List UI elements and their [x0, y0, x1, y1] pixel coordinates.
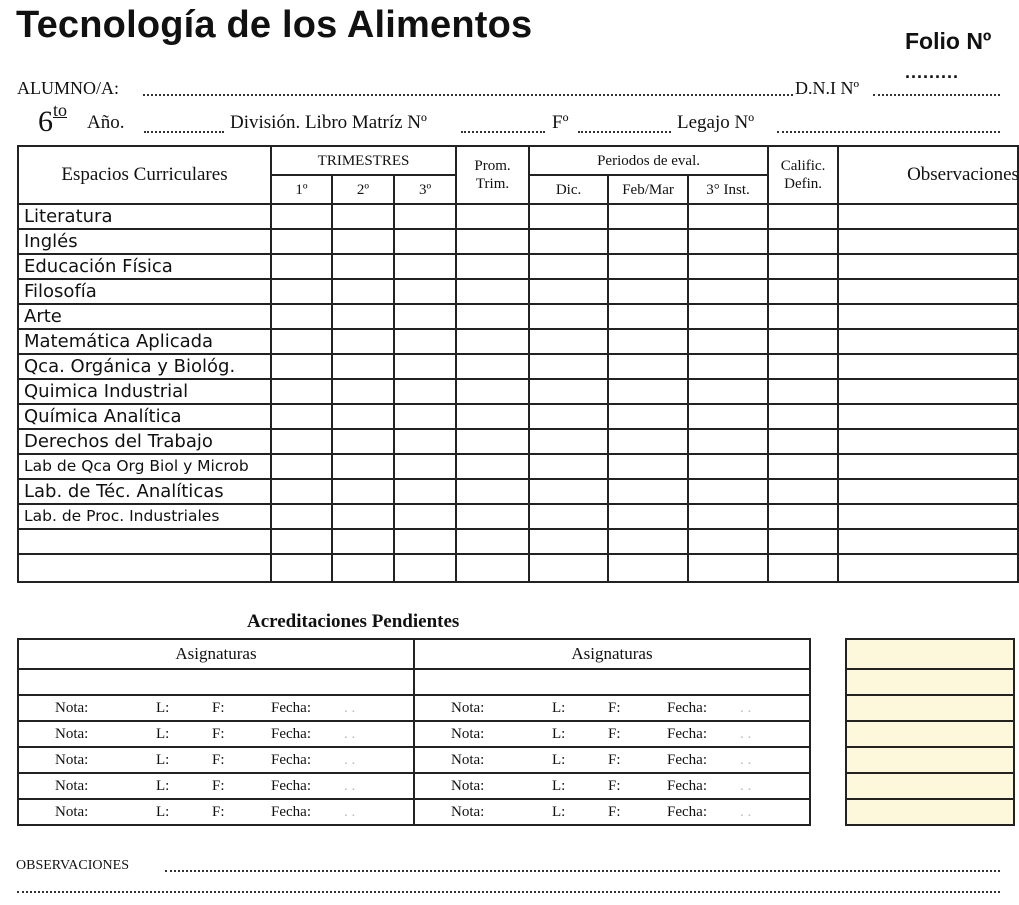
header-prom: Prom.	[474, 158, 511, 174]
grade-cell[interactable]	[688, 229, 768, 254]
grade-cell[interactable]	[271, 479, 332, 504]
f-label: F:	[608, 752, 621, 768]
nota-label: Nota:	[451, 752, 485, 768]
grade-cell[interactable]	[271, 279, 332, 304]
alumno-field[interactable]	[143, 94, 793, 96]
grade-cell[interactable]	[394, 504, 456, 529]
grade-cell[interactable]	[838, 229, 1018, 254]
f-label: F:	[608, 726, 621, 742]
legajo-label: Legajo Nº	[677, 112, 755, 133]
table-row	[18, 504, 1018, 529]
grade-cell[interactable]	[529, 204, 608, 229]
f-label: F:	[608, 700, 621, 716]
grade-cell[interactable]	[688, 429, 768, 454]
highlighted-cell[interactable]	[846, 721, 1014, 747]
grade-cell[interactable]	[688, 404, 768, 429]
grade-cell[interactable]	[608, 329, 688, 354]
header-espacios-curriculares: Espacios Curriculares	[18, 146, 271, 204]
grade-cell[interactable]	[838, 254, 1018, 279]
nota-cell-left[interactable]	[18, 747, 414, 773]
grade-cell[interactable]	[838, 404, 1018, 429]
grade-cell[interactable]	[688, 454, 768, 479]
subject-name: Matemática Aplicada	[18, 329, 271, 354]
grade-cell[interactable]	[838, 529, 1018, 554]
grade-cell[interactable]	[394, 354, 456, 379]
nota-row	[18, 799, 810, 825]
grade-cell[interactable]	[332, 454, 394, 479]
grade-cell[interactable]	[456, 379, 529, 404]
grade-cell[interactable]	[529, 554, 608, 582]
header-observaciones: Observaciones	[838, 146, 1018, 204]
grade-cell[interactable]	[456, 329, 529, 354]
header-trimestre-1: 1º	[271, 175, 332, 204]
grade-cell[interactable]	[394, 379, 456, 404]
grade-cell[interactable]	[456, 404, 529, 429]
grade-cell[interactable]	[838, 454, 1018, 479]
grade-cell[interactable]	[529, 304, 608, 329]
grade-cell[interactable]	[529, 404, 608, 429]
grade-cell[interactable]	[332, 379, 394, 404]
grade-cell[interactable]	[688, 279, 768, 304]
nota-label: Nota:	[451, 726, 485, 742]
grade-cell[interactable]	[838, 379, 1018, 404]
grade-cell[interactable]	[394, 329, 456, 354]
grade-cell[interactable]	[529, 279, 608, 304]
grade-cell[interactable]	[838, 204, 1018, 229]
header-periodo-feb-mar: Feb/Mar	[608, 175, 688, 204]
grade-cell[interactable]	[456, 304, 529, 329]
f-label: F:	[212, 752, 225, 768]
dni-field[interactable]	[873, 94, 1000, 96]
acreditaciones-title: Acreditaciones Pendientes	[247, 611, 460, 632]
grade-cell[interactable]	[608, 379, 688, 404]
grade-cell[interactable]	[332, 529, 394, 554]
nota-rows	[18, 695, 810, 825]
observaciones-field-2[interactable]	[17, 891, 1000, 893]
acreditaciones-table	[17, 638, 811, 826]
grade-cell[interactable]	[394, 279, 456, 304]
nota-cell-left[interactable]	[18, 721, 414, 747]
subject-name: Literatura	[18, 204, 271, 229]
table-row	[18, 354, 1018, 379]
division-label: División. Libro Matríz Nº	[230, 112, 427, 133]
grade-cell[interactable]	[332, 254, 394, 279]
grade-cell[interactable]	[529, 479, 608, 504]
subject-name: Lab. de Téc. Analíticas	[18, 479, 271, 504]
grade-cell[interactable]	[608, 429, 688, 454]
grade-cell[interactable]	[271, 554, 332, 582]
l-label: L:	[156, 778, 170, 794]
grade-cell[interactable]	[456, 479, 529, 504]
grade-cell[interactable]	[332, 329, 394, 354]
grade-cell[interactable]	[838, 504, 1018, 529]
table-row	[18, 229, 1018, 254]
grade-cell[interactable]	[271, 529, 332, 554]
grade-cell[interactable]	[608, 254, 688, 279]
grade-cell[interactable]	[394, 204, 456, 229]
grade-cell[interactable]	[456, 204, 529, 229]
nota-label: Nota:	[451, 804, 485, 820]
folio-label-text: Folio Nº	[905, 28, 992, 54]
grade-cell[interactable]	[394, 304, 456, 329]
table-row	[18, 254, 1018, 279]
nota-row	[18, 721, 810, 747]
grade-suffix: to	[53, 100, 68, 120]
fecha-label: Fecha:	[271, 804, 311, 820]
subject-name: Lab. de Proc. Industriales	[18, 504, 271, 529]
grade-cell[interactable]	[456, 254, 529, 279]
grade-cell[interactable]	[271, 204, 332, 229]
l-label: L:	[156, 804, 170, 820]
subject-name	[18, 529, 271, 554]
grade-cell[interactable]	[456, 354, 529, 379]
nota-cell-right[interactable]	[414, 799, 810, 825]
observaciones-label: OBSERVACIONES	[16, 858, 129, 873]
grade-cell[interactable]	[768, 554, 838, 582]
header-trim: Trim.	[475, 176, 510, 192]
grade-cell[interactable]	[271, 454, 332, 479]
grade-cell[interactable]	[394, 229, 456, 254]
grade-cell[interactable]	[456, 279, 529, 304]
grade-cell[interactable]	[608, 404, 688, 429]
libro-matriz-field[interactable]	[461, 131, 545, 133]
grade-cell[interactable]	[456, 529, 529, 554]
grade-cell[interactable]	[332, 479, 394, 504]
fecha-label: Fecha:	[667, 700, 707, 716]
grade-cell[interactable]	[688, 504, 768, 529]
grade-cell[interactable]	[608, 529, 688, 554]
grade-cell[interactable]	[332, 404, 394, 429]
header-periodos: Periodos de eval.	[529, 146, 768, 175]
grade-cell[interactable]	[529, 529, 608, 554]
nota-label: Nota:	[451, 778, 485, 794]
grade-cell[interactable]	[838, 479, 1018, 504]
grade-cell[interactable]	[608, 279, 688, 304]
table-row	[18, 479, 1018, 504]
subject-name: Educación Física	[18, 254, 271, 279]
grade-cell[interactable]	[332, 429, 394, 454]
nota-label: Nota:	[451, 700, 485, 716]
fecha-label: Fecha:	[271, 726, 311, 742]
nota-cell-left[interactable]	[18, 773, 414, 799]
grade-cell[interactable]	[768, 429, 838, 454]
asignatura-input-left[interactable]	[18, 669, 414, 695]
header-periodo-3-inst: 3° Inst.	[688, 175, 768, 204]
grade-cell[interactable]	[768, 329, 838, 354]
grade-number: 6	[38, 105, 53, 138]
grade-cell[interactable]	[688, 379, 768, 404]
header-prom-trim	[456, 146, 529, 204]
highlighted-cell[interactable]	[846, 695, 1014, 721]
header-trimestres: TRIMESTRES	[271, 146, 456, 175]
nota-row	[18, 773, 810, 799]
asignaturas-header-right: Asignaturas	[414, 639, 810, 669]
date-separators: . .	[740, 726, 752, 742]
grade-cell[interactable]	[768, 454, 838, 479]
dni-label: D.N.I Nº	[795, 78, 860, 98]
table-row	[18, 404, 1018, 429]
grade-cell[interactable]	[529, 329, 608, 354]
grade-cell[interactable]	[394, 404, 456, 429]
subject-rows	[18, 204, 1018, 582]
grade-cell[interactable]	[394, 479, 456, 504]
table-row	[18, 454, 1018, 479]
highlighted-cell[interactable]	[846, 773, 1014, 799]
f-label: F:	[212, 726, 225, 742]
subject-name: Qca. Orgánica y Biológ.	[18, 354, 271, 379]
l-label: L:	[156, 700, 170, 716]
grade-cell[interactable]	[394, 529, 456, 554]
fecha-label: Fecha:	[667, 726, 707, 742]
grade-cell[interactable]	[688, 554, 768, 582]
date-separators: . .	[344, 778, 356, 794]
document-title: Tecnología de los Alimentos	[16, 4, 533, 46]
grade-cell[interactable]	[271, 254, 332, 279]
l-label: L:	[156, 752, 170, 768]
nota-label: Nota:	[55, 752, 89, 768]
l-label: L:	[552, 804, 566, 820]
grade-cell[interactable]	[529, 229, 608, 254]
table-row	[18, 529, 1018, 554]
header-calific: Calific.	[780, 158, 826, 174]
alumno-label: ALUMNO/A:	[17, 78, 119, 98]
fecha-label: Fecha:	[271, 700, 311, 716]
l-label: L:	[552, 752, 566, 768]
f-label: F:	[608, 778, 621, 794]
grade-cell[interactable]	[529, 254, 608, 279]
header-periodo-dic: Dic.	[529, 175, 608, 204]
grade-cell[interactable]	[608, 354, 688, 379]
anio-field[interactable]	[144, 131, 224, 133]
nota-label: Nota:	[55, 778, 89, 794]
folio-label	[905, 28, 991, 55]
grade-cell[interactable]	[608, 454, 688, 479]
subject-name: Quimica Industrial	[18, 379, 271, 404]
highlighted-cell[interactable]	[846, 799, 1014, 825]
grade-cell[interactable]	[688, 529, 768, 554]
grade-cell[interactable]	[456, 454, 529, 479]
grade-cell[interactable]	[332, 504, 394, 529]
table-row	[18, 379, 1018, 404]
folio-f-field[interactable]	[578, 131, 671, 133]
asignaturas-header-left: Asignaturas	[18, 639, 414, 669]
f-label: F:	[608, 804, 621, 820]
grade-cell[interactable]	[456, 504, 529, 529]
l-label: L:	[552, 726, 566, 742]
table-row	[18, 329, 1018, 354]
nota-cell-left[interactable]	[18, 799, 414, 825]
grade-cell[interactable]	[271, 329, 332, 354]
grade-cell[interactable]	[768, 279, 838, 304]
grade-cell[interactable]	[332, 204, 394, 229]
nota-cell-right[interactable]	[414, 747, 810, 773]
nota-cell-right[interactable]	[414, 721, 810, 747]
subject-name: Inglés	[18, 229, 271, 254]
grade-cell[interactable]	[394, 554, 456, 582]
nota-label: Nota:	[55, 700, 89, 716]
header-trimestre-3: 3º	[394, 175, 456, 204]
grade-cell[interactable]	[456, 229, 529, 254]
grade-cell[interactable]	[529, 379, 608, 404]
nota-row	[18, 695, 810, 721]
grade-cell[interactable]	[838, 304, 1018, 329]
grade-cell[interactable]	[838, 429, 1018, 454]
grade-cell[interactable]	[271, 354, 332, 379]
grade-cell[interactable]	[394, 429, 456, 454]
grade-cell[interactable]	[688, 304, 768, 329]
grade-cell[interactable]	[271, 379, 332, 404]
observaciones-field-1[interactable]	[165, 870, 1000, 872]
grade-cell[interactable]	[332, 554, 394, 582]
table-row	[18, 304, 1018, 329]
grade-cell[interactable]	[271, 404, 332, 429]
fecha-label: Fecha:	[667, 752, 707, 768]
grade-cell[interactable]	[768, 304, 838, 329]
fecha-label: Fecha:	[667, 778, 707, 794]
folio-f-label: Fº	[552, 112, 569, 133]
nota-row	[18, 747, 810, 773]
fecha-label: Fecha:	[271, 752, 311, 768]
subject-name: Derechos del Trabajo	[18, 429, 271, 454]
grade-cell[interactable]	[332, 229, 394, 254]
grade-cell[interactable]	[608, 304, 688, 329]
grade-cell[interactable]	[838, 554, 1018, 582]
grade-cell[interactable]	[838, 329, 1018, 354]
fecha-label: Fecha:	[271, 778, 311, 794]
date-separators: . .	[344, 700, 356, 716]
grade-cell[interactable]	[529, 429, 608, 454]
grade-cell[interactable]	[768, 379, 838, 404]
grade-cell[interactable]	[688, 329, 768, 354]
grade-cell[interactable]	[768, 529, 838, 554]
date-separators: . .	[740, 752, 752, 768]
grade-cell[interactable]	[608, 554, 688, 582]
fecha-label: Fecha:	[667, 804, 707, 820]
nota-label: Nota:	[55, 804, 89, 820]
grade-cell[interactable]	[688, 204, 768, 229]
subject-name: Arte	[18, 304, 271, 329]
grade-cell[interactable]	[394, 254, 456, 279]
nota-cell-right[interactable]	[414, 695, 810, 721]
grade-cell[interactable]	[768, 504, 838, 529]
grade-cell[interactable]	[271, 304, 332, 329]
grade-cell[interactable]	[456, 554, 529, 582]
date-separators: . .	[344, 752, 356, 768]
grade-cell[interactable]	[394, 454, 456, 479]
grade-cell[interactable]	[332, 279, 394, 304]
grade-cell[interactable]	[271, 229, 332, 254]
table-row	[18, 279, 1018, 304]
grade-cell[interactable]	[529, 454, 608, 479]
grade-cell[interactable]	[271, 504, 332, 529]
subject-name	[18, 554, 271, 582]
table-row	[18, 429, 1018, 454]
grade-cell[interactable]	[838, 279, 1018, 304]
folio-dots: .........	[905, 62, 960, 82]
grade-cell[interactable]	[768, 204, 838, 229]
grade-cell[interactable]	[838, 354, 1018, 379]
highlighted-side-table	[845, 638, 1015, 826]
anio-label: Año.	[87, 112, 125, 133]
date-separators: . .	[740, 804, 752, 820]
grade-cell[interactable]	[768, 354, 838, 379]
grade-cell[interactable]	[608, 479, 688, 504]
header-trimestre-2: 2º	[332, 175, 394, 204]
grade-cell[interactable]	[768, 254, 838, 279]
table-row	[18, 554, 1018, 582]
grades-table	[17, 145, 1019, 583]
grade-cell[interactable]	[688, 354, 768, 379]
highlighted-cell[interactable]	[846, 639, 1014, 669]
grade-cell[interactable]	[529, 354, 608, 379]
legajo-field[interactable]	[777, 131, 1000, 133]
subject-name: Química Analítica	[18, 404, 271, 429]
date-separators: . .	[740, 700, 752, 716]
grade-cell[interactable]	[768, 479, 838, 504]
date-separators: . .	[344, 726, 356, 742]
l-label: L:	[552, 778, 566, 794]
grade-cell[interactable]	[608, 229, 688, 254]
grade-cell[interactable]	[688, 479, 768, 504]
grade-cell[interactable]	[529, 504, 608, 529]
grade-cell[interactable]	[688, 254, 768, 279]
f-label: F:	[212, 778, 225, 794]
date-separators: . .	[740, 778, 752, 794]
grade-cell[interactable]	[271, 429, 332, 454]
header-defin: Defin.	[784, 176, 823, 192]
grade-cell[interactable]	[332, 354, 394, 379]
grade-cell[interactable]	[768, 404, 838, 429]
header-calific-defin	[768, 146, 838, 204]
date-separators: . .	[344, 804, 356, 820]
subject-name: Filosofía	[18, 279, 271, 304]
highlighted-cell[interactable]	[846, 669, 1014, 695]
l-label: L:	[156, 726, 170, 742]
table-row	[18, 204, 1018, 229]
grade-cell[interactable]	[608, 204, 688, 229]
f-label: F:	[212, 804, 225, 820]
nota-cell-right[interactable]	[414, 773, 810, 799]
grade-cell[interactable]	[456, 429, 529, 454]
subject-name: Lab de Qca Org Biol y Microb	[18, 454, 271, 479]
nota-cell-left[interactable]	[18, 695, 414, 721]
f-label: F:	[212, 700, 225, 716]
nota-label: Nota:	[55, 726, 89, 742]
highlighted-cell[interactable]	[846, 747, 1014, 773]
asignatura-input-right[interactable]	[414, 669, 810, 695]
grade-cell[interactable]	[768, 229, 838, 254]
grade-cell[interactable]	[608, 504, 688, 529]
grade-cell[interactable]	[332, 304, 394, 329]
l-label: L:	[552, 700, 566, 716]
grade-label	[38, 100, 68, 139]
